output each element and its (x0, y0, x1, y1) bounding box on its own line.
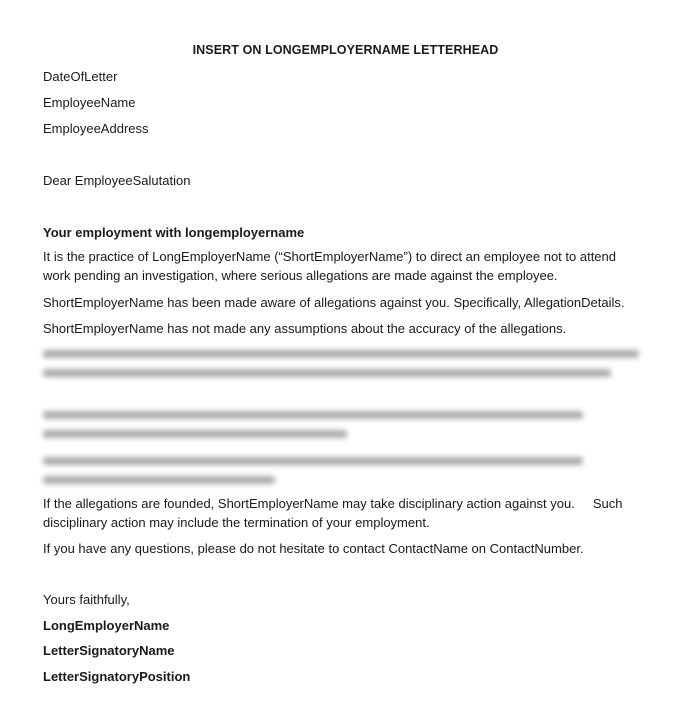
employee-name: EmployeeName (43, 95, 136, 110)
blurred-paragraph-2 (43, 406, 643, 438)
date-of-letter: DateOfLetter (43, 69, 118, 84)
paragraph-disciplinary-line-1 (43, 494, 653, 513)
signature-employer: LongEmployerName (43, 618, 170, 633)
disciplinary-line-1-a: If the allegations are founded, ShortEmployerName may take disciplinary action against you. (43, 496, 575, 511)
paragraph-disciplinary (43, 494, 653, 532)
subject-heading: Your employment with longemployername (43, 225, 305, 240)
paragraph-contact: If you have any questions, please do not hesitate to contact ContactName on ContactNumber. (43, 541, 584, 556)
blurred-paragraph-3 (43, 452, 643, 484)
salutation: Dear EmployeeSalutation (43, 173, 191, 188)
disciplinary-line-1-b: Such (592, 496, 623, 511)
employee-address: EmployeeAddress (43, 121, 149, 136)
blurred-paragraph-1 (43, 345, 643, 377)
letterhead-title: INSERT ON LONGEMPLOYERNAME LETTERHEAD (192, 43, 499, 57)
paragraph-disciplinary-line-2: disciplinary action may include the termination of your employment. (43, 515, 430, 530)
paragraph-allegations-aware: ShortEmployerName has been made aware of allegations against you. Specifically, AllegationDetails. (43, 295, 625, 310)
paragraph-no-assumptions: ShortEmployerName has not made any assumptions about the accuracy of the allegations. (43, 321, 567, 336)
signature-position: LetterSignatoryPosition (43, 669, 191, 684)
paragraph-practice-line-1: It is the practice of LongEmployerName (“ShortEmployerName”) to direct an employee not to attend (43, 249, 616, 264)
closing: Yours faithfully, (43, 592, 130, 607)
paragraph-practice-line-2: work pending an investigation, where serious allegations are made against the employee. (43, 268, 558, 283)
paragraph-practice (43, 247, 653, 285)
signature-name: LetterSignatoryName (43, 643, 175, 658)
